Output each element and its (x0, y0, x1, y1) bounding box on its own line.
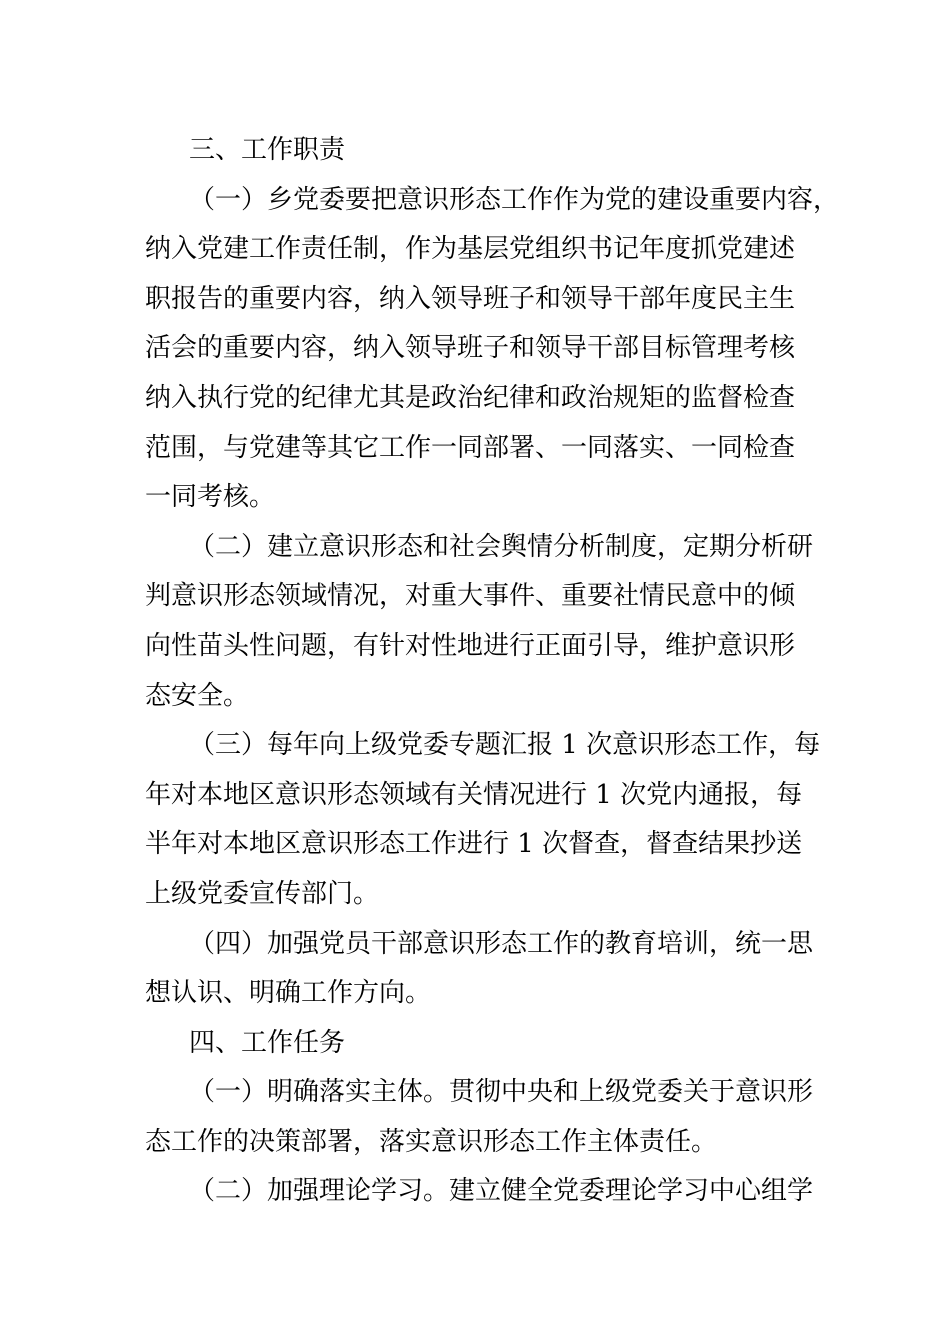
paragraph-line: 向性苗头性问题，有针对性地进行正面引导，维护意识形 (145, 630, 796, 661)
paragraph-line: 活会的重要内容，纳入领导班子和领导干部目标管理考核 (145, 333, 796, 364)
paragraph-line: 想认识、明确工作方向。 (145, 978, 432, 1009)
paragraph-line: 判意识形态领域情况，对重大事件、重要社情民意中的倾 (145, 581, 796, 612)
paragraph-line: 上级党委宣传部门。 (145, 878, 380, 909)
paragraph-line: 范围，与党建等其它工作一同部署、一同落实、一同检查 (145, 432, 796, 463)
document-body (145, 126, 840, 1217)
paragraph-line: （二）建立意识形态和社会舆情分析制度，定期分析研 (189, 531, 814, 562)
paragraph-line: （二）加强理论学习。建立健全党委理论学习中心组学 (189, 1176, 814, 1207)
paragraph-line: 职报告的重要内容，纳入领导班子和领导干部年度民主生 (145, 283, 796, 314)
paragraph-line: 年对本地区意识形态领域有关情况进行 1 次党内通报，每 (145, 779, 803, 810)
paragraph-line: 一同考核。 (145, 482, 276, 513)
paragraph-line: 态安全。 (145, 680, 250, 711)
paragraph-line: （三）每年向上级党委专题汇报 1 次意识形态工作，每 (189, 730, 821, 761)
paragraph-line: 纳入党建工作责任制，作为基层党组织书记年度抓党建述 (145, 234, 796, 265)
paragraph-line: （一）乡党委要把意识形态工作作为党的建设重要内容， (189, 184, 840, 215)
paragraph-line: 纳入执行党的纪律尤其是政治纪律和政治规矩的监督检查 (145, 382, 796, 413)
paragraph-line: 半年对本地区意识形态工作进行 1 次督查，督查结果抄送 (145, 829, 803, 860)
section-heading-tasks: 四、工作任务 (189, 1027, 346, 1058)
paragraph-line: 态工作的决策部署，落实意识形态工作主体责任。 (145, 1126, 718, 1157)
paragraph-line: （四）加强党员干部意识形态工作的教育培训，统一思 (189, 928, 814, 959)
paragraph-line: （一）明确落实主体。贯彻中央和上级党委关于意识形 (189, 1077, 814, 1108)
section-heading-duties: 三、工作职责 (189, 135, 346, 165)
